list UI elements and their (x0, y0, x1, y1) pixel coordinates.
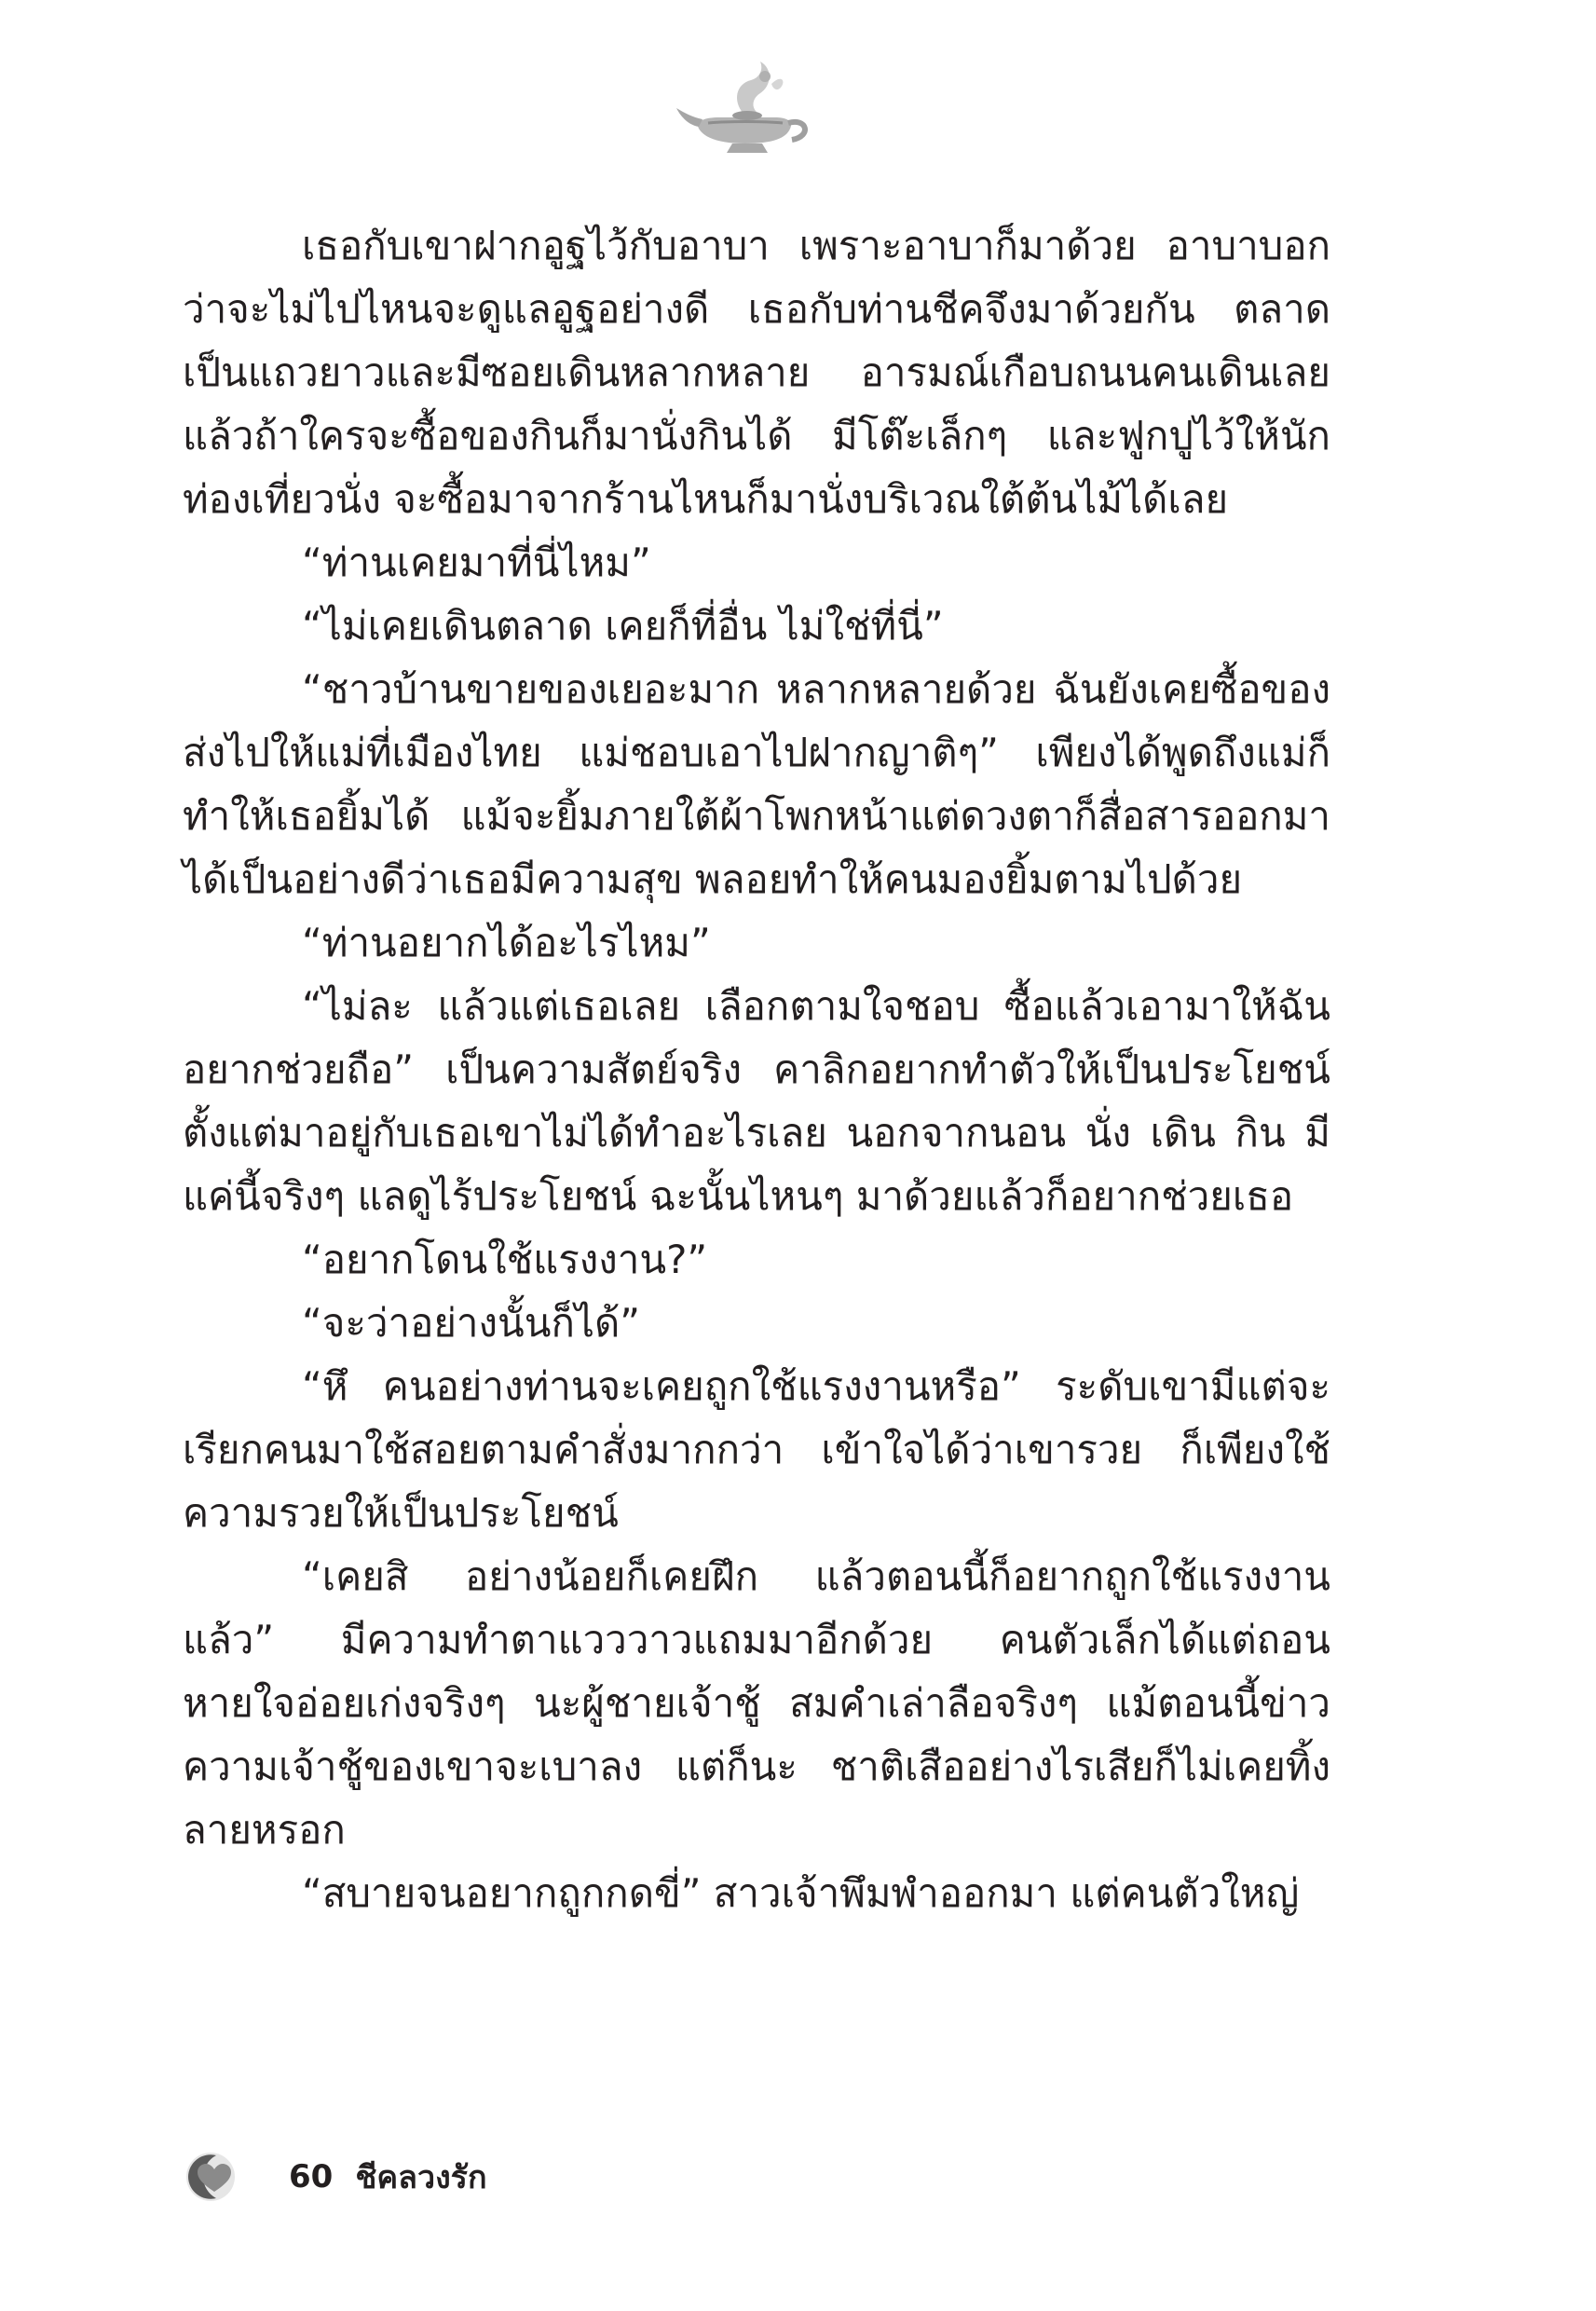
paragraph: “สบายจนอยากถูกกดขี่” สาวเจ้าพึมพำออกมา แต่คนตัวใหญ่ (302, 1870, 1300, 1916)
page-footer (179, 2149, 487, 2205)
lamp-genie-icon (671, 56, 820, 158)
paragraph: “ท่านอยากได้อะไรไหม” (302, 920, 711, 965)
paragraph: “อยากโดนใช้แรงงาน?” (302, 1237, 708, 1282)
paragraph: เธอกับเขาฝากอูฐไว้กับอาบา เพราะอาบาก็มาด้วย อาบาบอกว่าจะไม่ไปไหนจะดูแลอูฐอย่างดี เธอกับท่านชีคจึงมาด้วยกัน ตลาดเป็นแถวยาวและมีซอยเดินหลากหลาย อารมณ์เกือบถนนคนเดินเลย แล้วถ้าใครจะซื้อของกินก็มานั่งกินได้ มีโต๊ะเล็กๆ และฟูกปูไว้ให้นักท่องเที่ยวนั่ง จะซื้อมาจากร้านไหนก็มานั่งบริเวณใต้ต้นไม้ได้เลย (183, 223, 1330, 522)
heart-icon (179, 2149, 246, 2205)
book-title: ชีคลวงรัก (355, 2159, 487, 2196)
paragraph: “จะว่าอย่างนั้นก็ได้” (302, 1300, 641, 1346)
page-number: 60 (289, 2158, 334, 2195)
paragraph: “ชาวบ้านขายของเยอะมาก หลากหลายด้วย ฉันยังเคยซื้อของส่งไปให้แม่ที่เมืองไทย แม่ชอบเอาไปฝากญาติๆ” เพียงได้พูดถึงแม่ก็ทำให้เธอยิ้มได้ แม้จะยิ้มภายใต้ผ้าโพกหน้าแต่ดวงตาก็สื่อสารออกมาได้เป็นอย่างดีว่าเธอมีความสุข พลอยทำให้คนมองยิ้มตามไปด้วย (183, 666, 1330, 902)
body-text (183, 214, 1330, 1925)
paragraph: “ไม่ละ แล้วแต่เธอเลย เลือกตามใจชอบ ซื้อแล้วเอามาให้ฉันอยากช่วยถือ” เป็นความสัตย์จริง คาลิกอยากทำตัวให้เป็นประโยชน์ตั้งแต่มาอยู่กับเธอเขาไม่ได้ทำอะไรเลย นอกจากนอน นั่ง เดิน กิน มีแค่นี้จริงๆ แลดูไร้ประโยชน์ ฉะนั้นไหนๆ มาด้วยแล้วก็อยากช่วยเธอ (183, 983, 1330, 1219)
paragraph: “ไม่เคยเดินตลาด เคยก็ที่อื่น ไม่ใช่ที่นี่” (302, 603, 944, 649)
paragraph: “หึ คนอย่างท่านจะเคยถูกใช้แรงงานหรือ” ระดับเขามีแต่จะเรียกคนมาใช้สอยตามคำสั่งมากกว่า เข้าใจได้ว่าเขารวย ก็เพียงใช้ความรวยให้เป็นประโยชน์ (183, 1363, 1330, 1536)
paragraph: “ท่านเคยมาที่นี่ไหม” (302, 540, 651, 585)
paragraph: “เคยสิ อย่างน้อยก็เคยฝึก แล้วตอนนี้ก็อยากถูกใช้แรงงานแล้ว” มีความทำตาแวววาวแถมมาอีกด้วย คนตัวเล็กได้แต่ถอนหายใจอ่อยเก่งจริงๆ นะผู้ชายเจ้าชู้ สมคำเล่าลือจริงๆ แม้ตอนนี้ข่าวความเจ้าชู้ของเขาจะเบาลง แต่ก็นะ ชาติเสืออย่างไรเสียก็ไม่เคยทิ้งลายหรอก (183, 1553, 1330, 1853)
